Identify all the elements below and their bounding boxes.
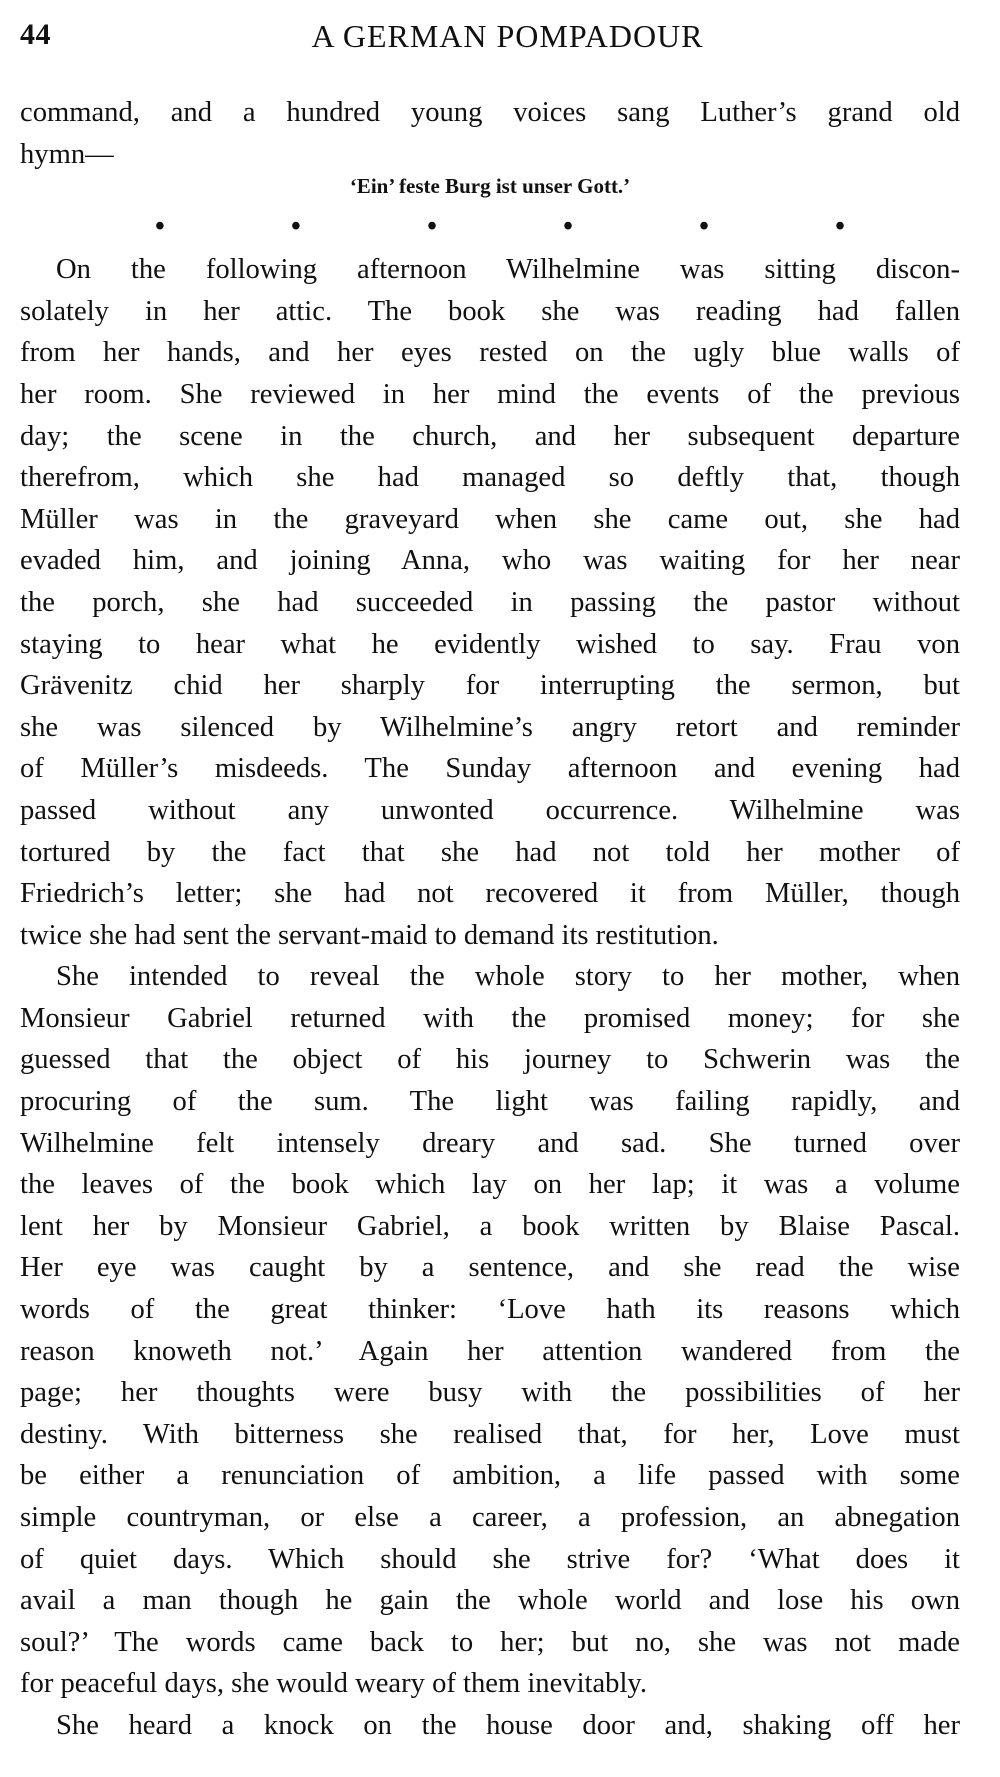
separator-dot: • (155, 211, 165, 243)
text-line: from her hands, and her eyes rested on the ugly blue walls of (20, 337, 960, 369)
text-line: simple countryman, or else a career, a profession, an abnegation (20, 1502, 960, 1533)
text-line: Monsieur Gabriel returned with the promised money; for she (20, 1002, 960, 1034)
text-line: twice she had sent the servant-maid to demand its restitution. (20, 919, 719, 951)
text-line: words of the great thinker: ‘Love hath its reasons which (20, 1294, 960, 1326)
page-header (20, 12, 975, 64)
text-line: Müller was in the graveyard when she came out, she had (20, 503, 960, 535)
text-line: guessed that the object of his journey to Schwerin was the (20, 1044, 960, 1076)
text-line: solately in her attic. The book she was reading had fallen (20, 295, 960, 327)
text-line: Grävenitz chid her sharply for interrupting the sermon, but (20, 670, 960, 702)
text-line: soul?’ The words came back to her; but no, she was not made (20, 1626, 960, 1658)
text-line: she was silenced by Wilhelmine’s angry retort and reminder (20, 711, 960, 743)
text-line: Her eye was caught by a sentence, and she read the wise (20, 1252, 960, 1284)
section-separator (20, 205, 960, 249)
paragraph (20, 1705, 960, 1747)
text-line: hymn— (20, 138, 114, 170)
separator-dot: • (427, 211, 437, 243)
running-title: A GERMAN POMPADOUR (311, 18, 704, 54)
text-line: day; the scene in the church, and her subsequent departure (20, 420, 960, 452)
separator-dot: • (835, 211, 845, 243)
text-line: the porch, she had succeeded in passing the pastor without (20, 586, 960, 618)
paragraph (20, 956, 960, 1705)
text-line: staying to hear what he evidently wished to say. Frau von (20, 628, 960, 660)
text-line: procuring of the sum. The light was failing rapidly, and (20, 1086, 960, 1118)
text-line: passed without any unwonted occurrence. Wilhelmine was (20, 794, 960, 826)
text-line: of Müller’s misdeeds. The Sunday afternoon and evening had (20, 753, 960, 785)
text-line: Friedrich’s letter; she had not recovered it from Müller, though (20, 878, 960, 910)
text-line: She heard a knock on the house door and, shaking off her (56, 1709, 960, 1741)
text-line: be either a renunciation of ambition, a life passed with some (20, 1460, 960, 1492)
hymn-quote: ‘Ein’ feste Burg ist unser Gott.’ (349, 174, 631, 199)
text-line: On the following afternoon Wilhelmine was sitting discon- (56, 254, 960, 286)
text-line: destiny. With bitterness she realised that, for her, Love must (20, 1418, 960, 1450)
text-line: reason knoweth not.’ Again her attention wandered from the (20, 1335, 960, 1367)
text-line: Wilhelmine felt intensely dreary and sad. She turned over (20, 1127, 960, 1159)
text-line: the leaves of the book which lay on her lap; it was a volume (20, 1169, 960, 1201)
text-line: her room. She reviewed in her mind the events of the previous (20, 378, 960, 410)
text-line: tortured by the fact that she had not told her mother of (20, 836, 960, 868)
text-line: therefrom, which she had managed so deftly that, though (20, 462, 960, 494)
separator-dot: • (291, 211, 301, 243)
text-line: command, and a hundred young voices sang Luther’s grand old (20, 97, 960, 128)
text-line: She intended to reveal the whole story to her mother, when (56, 961, 960, 993)
separator-dot: • (699, 211, 709, 243)
paragraph (20, 249, 960, 956)
text-line: avail a man though he gain the whole world and lose his own (20, 1585, 960, 1617)
separator-dot: • (563, 211, 573, 243)
text-line: lent her by Monsieur Gabriel, a book written by Blaise Pascal. (20, 1210, 960, 1242)
body-text (20, 92, 960, 1747)
text-line: page; her thoughts were busy with the possibilities of her (20, 1377, 960, 1409)
text-line: evaded him, and joining Anna, who was waiting for her near (20, 545, 960, 577)
page-number: 44 (20, 18, 51, 51)
text-line: for peaceful days, she would weary of them inevitably. (20, 1668, 647, 1700)
text-line: of quiet days. Which should she strive for? ‘What does it (20, 1543, 960, 1575)
